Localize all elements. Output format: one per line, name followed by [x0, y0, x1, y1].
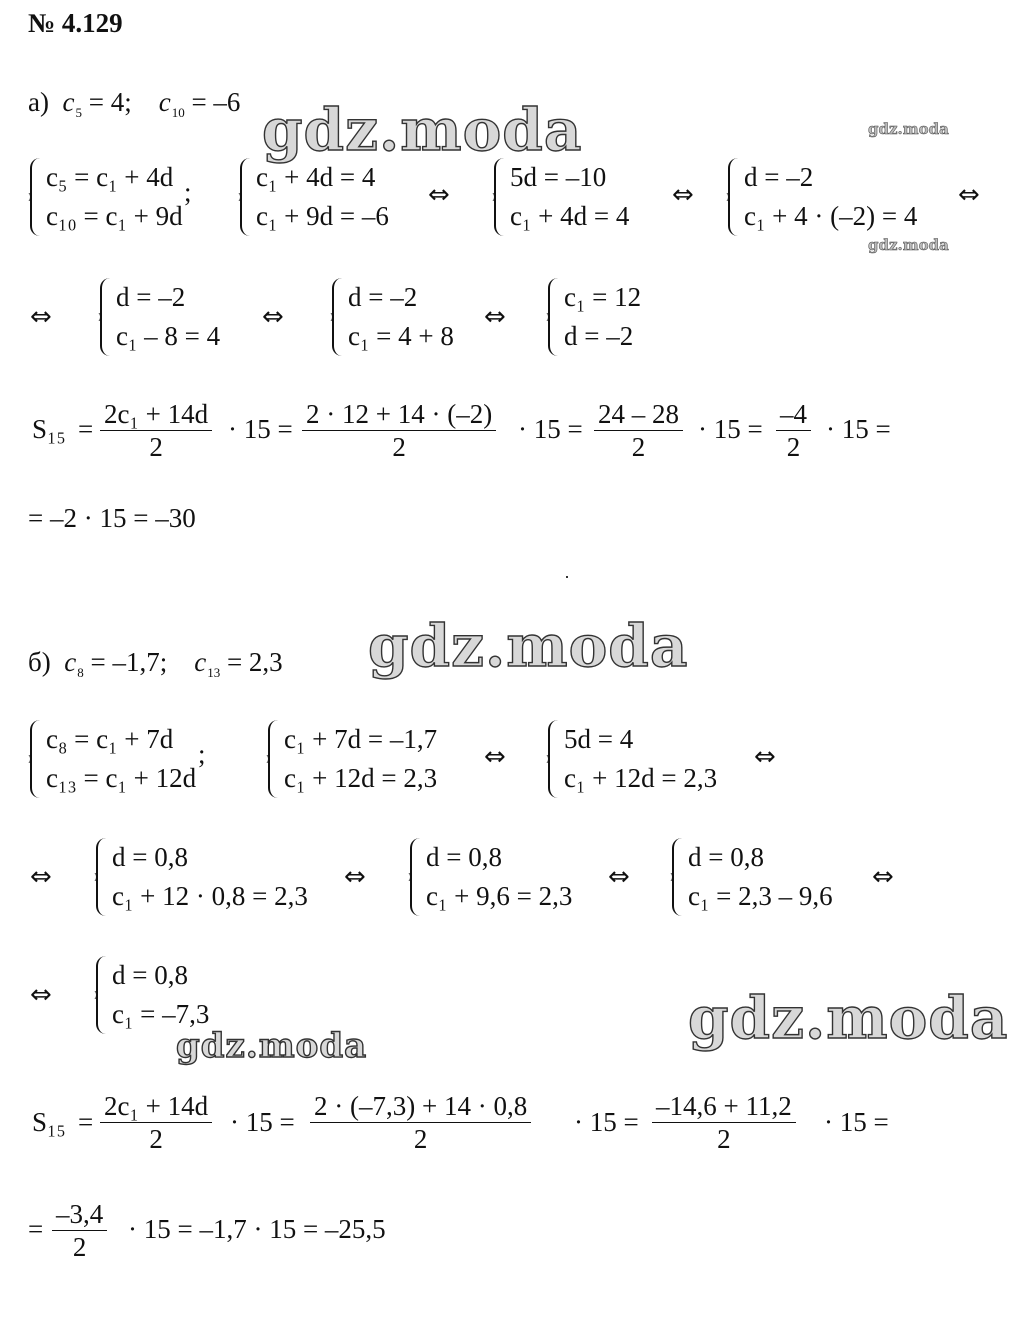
brace: [548, 278, 558, 356]
brace: [494, 158, 504, 236]
equiv-symbol: ⇔: [754, 742, 776, 772]
system-b7: [96, 956, 209, 1034]
denominator: 2: [786, 432, 801, 462]
times-15: · 15 =: [698, 414, 763, 444]
given-sub: 5: [75, 105, 82, 120]
eq-line: d = –2: [564, 321, 634, 351]
times-15: · 15 =: [574, 1107, 639, 1137]
system-b6: [672, 838, 833, 916]
eq-line: c₁₃ = c₁ + 12d: [46, 763, 197, 793]
given-var: c: [64, 647, 77, 677]
fraction: [100, 398, 212, 463]
brace: [96, 956, 106, 1034]
system-b4: [96, 838, 308, 916]
equals: =: [28, 1214, 44, 1244]
eq-line: c₁ + 9d = –6: [256, 201, 389, 231]
eq-line: c₁ + 4 · (–2) = 4: [744, 201, 918, 231]
times-15: · 15 =: [826, 414, 891, 444]
denominator: 2: [717, 1124, 731, 1154]
numerator: –14,6 + 11,2: [656, 1091, 792, 1121]
watermark: gdz.moda: [176, 1026, 368, 1066]
equiv-symbol: ⇔: [608, 862, 630, 892]
separator: ;: [198, 739, 206, 769]
given-var: c: [194, 647, 207, 677]
result-b: · 15 = –1,7 · 15 = –25,5: [128, 1214, 386, 1244]
eq-line: c₁ = 12: [564, 282, 642, 312]
fraction: [776, 398, 811, 463]
system-b5: [410, 838, 572, 916]
system-a7: [548, 278, 641, 356]
given-value: = –1,7;: [90, 647, 168, 677]
eq-line: c₁ + 4d = 4: [510, 201, 630, 231]
fraction: [52, 1198, 107, 1263]
numerator: 2c₁ + 14d: [104, 1091, 209, 1121]
eq-line: 5d = –10: [510, 162, 607, 192]
given-value: = 4;: [88, 87, 132, 117]
brace: [268, 720, 278, 798]
system-a2: [240, 158, 389, 236]
numerator: 2c₁ + 14d: [104, 399, 209, 429]
equiv-symbol: ⇔: [672, 180, 694, 210]
eq-line: d = 0,8: [426, 842, 502, 872]
fraction: [310, 1090, 531, 1155]
part-a-given: [28, 86, 240, 129]
fraction: [594, 398, 683, 463]
brace: [728, 158, 738, 236]
brace: [30, 720, 40, 798]
times-15: · 15 =: [228, 414, 293, 444]
equiv-symbol: ⇔: [872, 862, 894, 892]
equals: =: [78, 1107, 94, 1137]
denominator: 2: [72, 1232, 87, 1262]
result-a: = –2 · 15 = –30: [28, 503, 196, 533]
eq-line: d = –2: [348, 282, 418, 312]
eq-line: d = –2: [744, 162, 814, 192]
eq-line: c₁ + 4d = 4: [256, 162, 376, 192]
brace: [30, 158, 40, 236]
eq-line: c₁ + 12d = 2,3: [284, 763, 438, 793]
part-b-given: [28, 646, 283, 689]
given-value: = 2,3: [226, 647, 283, 677]
separator: ;: [184, 177, 192, 207]
system-b2: [268, 720, 437, 798]
equiv-symbol: ⇔: [30, 862, 52, 892]
numerator: –4: [780, 399, 807, 429]
fraction: [100, 1090, 212, 1155]
eq-line: c₁ + 12 · 0,8 = 2,3: [112, 881, 308, 911]
brace: [410, 838, 420, 916]
watermark: gdz.moda: [688, 984, 1009, 1052]
fraction: [302, 398, 496, 463]
eq-line: c₁ = –7,3: [112, 999, 210, 1029]
system-a5: [100, 278, 220, 356]
sum-lhs: S₁₅: [32, 1107, 66, 1137]
eq-line: c₁ + 9,6 = 2,3: [426, 881, 573, 911]
watermark: gdz.moda: [368, 612, 689, 680]
times-15: · 15 =: [230, 1107, 295, 1137]
eq-line: c₅ = c₁ + 4d: [46, 162, 174, 192]
stray-dot: [566, 576, 568, 578]
sum-lhs: S₁₅: [32, 414, 66, 444]
numerator: 2 · 12 + 14 · (–2): [306, 399, 493, 429]
given-var: c: [62, 87, 75, 117]
eq-line: c₁ = 4 + 8: [348, 321, 454, 351]
numerator: 24 – 28: [598, 399, 679, 429]
part-b-label: б): [28, 647, 51, 677]
equals: =: [78, 414, 94, 444]
brace: [548, 720, 558, 798]
equiv-symbol: ⇔: [484, 302, 506, 332]
system-b3: [548, 720, 717, 798]
system-a6: [332, 278, 454, 356]
watermark-small: gdz.moda: [868, 120, 949, 138]
eq-line: c₁ + 7d = –1,7: [284, 724, 438, 754]
system-a1: [30, 158, 183, 236]
fraction: [652, 1090, 796, 1155]
numerator: –3,4: [56, 1199, 104, 1229]
given-var: c: [158, 87, 171, 117]
given-value: = –6: [191, 87, 241, 117]
eq-line: d = 0,8: [112, 960, 188, 990]
numerator: 2 · (–7,3) + 14 · 0,8: [314, 1091, 528, 1121]
brace: [100, 278, 110, 356]
denominator: 2: [392, 432, 406, 462]
equiv-symbol: ⇔: [344, 862, 366, 892]
brace: [332, 278, 342, 356]
times-15: · 15 =: [518, 414, 583, 444]
equiv-symbol: ⇔: [958, 180, 980, 210]
eq-line: d = 0,8: [112, 842, 188, 872]
equiv-symbol: ⇔: [484, 742, 506, 772]
watermark-small: gdz.moda: [868, 236, 949, 254]
denominator: 2: [631, 432, 646, 462]
given-sub: 10: [171, 105, 185, 120]
system-a4: [728, 158, 917, 236]
eq-line: c₁₀ = c₁ + 9d: [46, 201, 183, 231]
given-sub: 8: [77, 665, 84, 680]
times-15: · 15 =: [824, 1107, 889, 1137]
watermark: gdz.moda: [262, 96, 583, 164]
eq-line: d = 0,8: [688, 842, 764, 872]
given-sub: 13: [207, 665, 221, 680]
system-b1: [30, 720, 196, 798]
eq-line: c₁ + 12d = 2,3: [564, 763, 718, 793]
equiv-symbol: ⇔: [428, 180, 450, 210]
brace: [672, 838, 682, 916]
system-a3: [494, 158, 629, 236]
equiv-symbol: ⇔: [30, 302, 52, 332]
denominator: 2: [149, 432, 163, 462]
denominator: 2: [413, 1124, 428, 1154]
eq-line: c₁ – 8 = 4: [116, 321, 221, 351]
eq-line: d = –2: [116, 282, 186, 312]
eq-line: c₈ = c₁ + 7d: [46, 724, 174, 754]
brace: [240, 158, 250, 236]
brace: [96, 838, 106, 916]
problem-number: № 4.129: [28, 8, 123, 38]
eq-line: c₁ = 2,3 – 9,6: [688, 881, 833, 911]
equiv-symbol: ⇔: [30, 980, 52, 1010]
eq-line: 5d = 4: [564, 724, 634, 754]
denominator: 2: [149, 1124, 163, 1154]
equiv-symbol: ⇔: [262, 302, 284, 332]
part-a-label: а): [28, 87, 49, 117]
